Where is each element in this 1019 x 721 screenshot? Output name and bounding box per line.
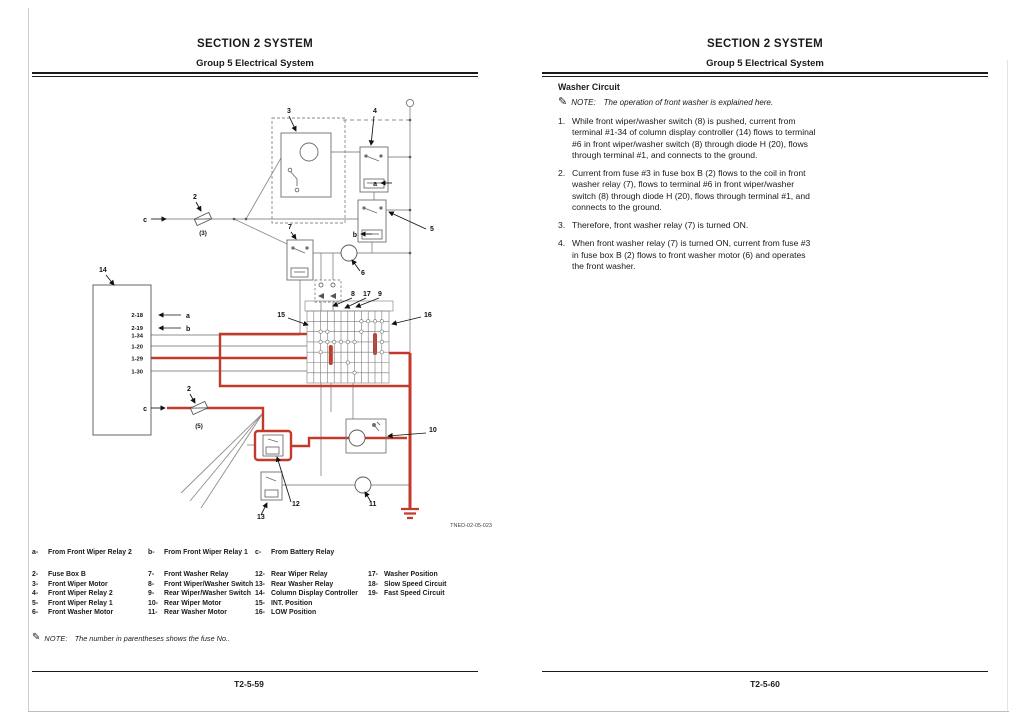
legend-item: 11- Rear Washer Motor [148, 609, 227, 616]
front-wiper-relay-1 [358, 200, 386, 242]
legend-item: 16- LOW Position [255, 609, 317, 616]
left-page [32, 0, 492, 721]
callout-arrows [106, 116, 426, 515]
gray-wires [151, 107, 410, 508]
callout-12: 12 [292, 501, 300, 508]
legend-col-2 [148, 570, 253, 618]
left-footer-rule [32, 671, 478, 672]
terminal-1-29: 1-29 [131, 356, 143, 363]
legend-letter-a: a- From Front Wiper Relay 2 [32, 549, 132, 556]
rear-washer-relay [261, 472, 282, 500]
legend-item: 18- Slow Speed Circuit [368, 580, 447, 588]
legend-item: 9- Rear Wiper/Washer Switch [148, 590, 251, 597]
callout-11: 11 [369, 501, 377, 508]
legend-item: 13- Rear Washer Relay [255, 580, 334, 588]
step-4: 4. When front washer relay (7) is turned ON, current from fuse #3 in fuse box B (2) flows to front washer motor (6) and operates the front washer. [558, 238, 811, 271]
fuse-no-3: (3) [199, 230, 207, 237]
note-text: The number in parentheses shows the fuse No.. [74, 634, 231, 643]
legend-letter-c: c- From Battery Relay [255, 549, 335, 556]
callout-10: 10 [429, 427, 437, 434]
washer-circuit-section [558, 82, 816, 279]
legend-item: 7- Front Washer Relay [148, 571, 229, 578]
fuse-3-symbol [194, 212, 211, 225]
step-2: 2. Current from fuse #3 in fuse box B (2) flows to the coil in front washer relay (7), flows to terminal #6 in front wiper/washer switch (8) through diode H (20), flows through terminal #1, and connects to the ground. [558, 168, 810, 212]
terminal-2-19: 2-19 [131, 326, 143, 332]
callout-2-bottom: 2 [187, 386, 191, 393]
callout-5: 5 [430, 226, 434, 233]
drawing-number: TNED-02-05-023 [450, 523, 492, 529]
front-washer-relay [287, 240, 313, 280]
right-page [542, 0, 988, 721]
legend-col-4 [368, 570, 446, 599]
front-washer-motor [341, 245, 357, 261]
rear-washer-motor [355, 477, 371, 493]
legend-item: 12- Rear Wiper Relay [255, 571, 328, 578]
legend-item: 10- Rear Wiper Motor [148, 599, 222, 607]
note-pencil-icon: ✎ [558, 96, 568, 108]
legend-item: 17- Washer Position [368, 571, 438, 578]
right-header-rule [542, 72, 988, 77]
callout-a-ctrl: a [186, 313, 190, 320]
legend-col-1 [32, 570, 113, 618]
callout-13: 13 [257, 514, 265, 521]
scan-edge-right [1007, 60, 1008, 711]
terminal-1-20: 1-20 [131, 344, 143, 351]
legend-item: 4- Front Wiper Relay 2 [32, 590, 113, 597]
legend-letter-b: b- From Front Wiper Relay 1 [148, 549, 248, 556]
legend-item: 8- Front Wiper/Washer Switch [148, 580, 254, 588]
callout-9: 9 [378, 291, 382, 298]
step-1: 1. While front wiper/washer switch (8) is pushed, current from terminal #1-34 of column display controller (14) flows to terminal #6 in front wiper/washer switch (8) through diode H (20), flows through terminal #1, and connects to the ground. [558, 116, 816, 160]
legend-item: 3- Front Wiper Motor [32, 580, 108, 588]
callout-2-top: 2 [193, 194, 197, 201]
right-note [558, 98, 816, 108]
left-header-rule [32, 72, 478, 77]
callout-7: 7 [288, 224, 292, 231]
scan-edge-left [28, 8, 29, 711]
front-wiper-motor-boundary [272, 118, 345, 223]
fuse-no-5: (5) [195, 423, 203, 430]
left-page-number: T2-5-59 [234, 679, 264, 689]
components [93, 99, 414, 500]
right-header-group: Group 5 Electrical System [706, 58, 824, 69]
right-page-number: T2-5-60 [750, 679, 780, 689]
switch-grid [305, 301, 393, 383]
callout-6: 6 [361, 270, 365, 277]
left-header-group: Group 5 Electrical System [196, 58, 314, 69]
callout-b-ctrl: b [186, 326, 191, 333]
callout-c-bottom: c [143, 406, 147, 413]
step-3: 3. Therefore, front washer relay (7) is turned ON. [558, 220, 749, 230]
note-pencil-icon: ✎ [32, 632, 41, 643]
rear-wiper-motor [346, 419, 386, 453]
note-text: The operation of front washer is explained here. [603, 98, 774, 107]
procedure-steps [558, 116, 816, 272]
callout-b-wire: b [352, 232, 357, 239]
terminal-2-18: 2-18 [131, 313, 143, 319]
terminal-1-30: 1-30 [131, 369, 143, 376]
right-header-section: SECTION 2 SYSTEM [707, 38, 823, 50]
terminal-1-34: 1-34 [131, 333, 143, 340]
callout-17: 17 [363, 291, 371, 298]
section-title: Washer Circuit [558, 82, 620, 92]
legend-item: 6- Front Washer Motor [32, 609, 114, 616]
legend-item: 2- Fuse Box B [32, 571, 86, 578]
junction-dots [233, 119, 412, 255]
callout-8: 8 [351, 291, 355, 298]
legend-item: 19- Fast Speed Circuit [368, 590, 445, 597]
legend-item: 15- INT. Position [255, 599, 313, 607]
note-label: NOTE: [571, 98, 596, 107]
callout-14: 14 [99, 267, 107, 274]
note-label: NOTE: [44, 634, 68, 643]
callout-3: 3 [287, 108, 291, 115]
right-footer-rule [542, 671, 988, 672]
left-header-section: SECTION 2 SYSTEM [197, 38, 313, 50]
callout-16: 16 [424, 312, 432, 319]
callout-c-top: c [143, 217, 147, 224]
wiring-diagram [85, 95, 500, 540]
callout-15: 15 [277, 312, 285, 319]
legend-col-3 [255, 570, 358, 618]
callout-labels [99, 108, 492, 529]
legend-item: 14- Column Display Controller [255, 590, 358, 597]
left-note [32, 634, 452, 643]
highlight-circuit [151, 334, 419, 518]
fuse-5-symbol [190, 401, 207, 414]
rear-wiper-relay [263, 435, 283, 456]
diode-block [315, 280, 341, 302]
callout-a-wire: a [373, 181, 377, 188]
ground-terminal [406, 99, 413, 106]
callout-4: 4 [373, 108, 377, 115]
legend-item: 5- Front Wiper Relay 1 [32, 599, 113, 607]
